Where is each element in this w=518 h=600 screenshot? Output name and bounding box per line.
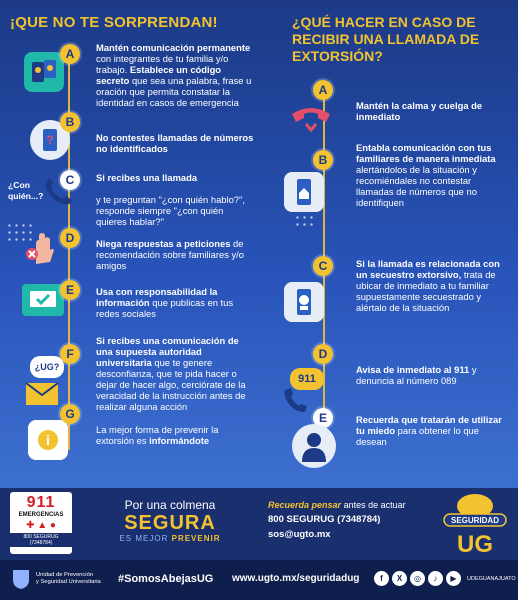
left-badge-d: D: [60, 228, 80, 248]
left-item-g-text: La mejor forma de prevenir la extorsión es informándote: [96, 424, 219, 446]
svg-text:?: ?: [46, 133, 54, 147]
right-item-a-text: Mantén la calma y cuelga de inmediato: [356, 100, 483, 122]
left-item-c-bubble: ¿Con quién...?: [8, 180, 44, 201]
social-handle: UDEGUANAJUATO: [467, 575, 516, 582]
left-badge-a: A: [60, 44, 80, 64]
svg-text:UG: UG: [457, 531, 493, 558]
right-item-b-text: Entabla comunicación con tus familiares de manera inmediata alertándolos de la situación y recomiéndales no contestar llamadas de números que no identifiquen: [356, 142, 496, 208]
sign-911: 911: [290, 368, 324, 390]
right-item-e-text: Recuerda que tratarán de utilizar tu miedo para obtener lo que desean: [356, 414, 502, 447]
unit-logo: Unidad de Prevención y Seguridad Universitaria: [10, 568, 101, 590]
right-item-c-text: Si la llamada es relacionada con un secuestro extorsivo, trata de ubicar de inmediato a tu familiar supuestamente secuestrado y alértalo de la situación: [356, 258, 500, 313]
slogan-line-3: ES MEJOR PREVENIR: [119, 534, 221, 543]
contact-email[interactable]: sos@ugto.mx: [268, 529, 331, 540]
svg-text:SEGURIDAD: SEGURIDAD: [450, 516, 500, 525]
hashtag: #SomosAbejasUG: [118, 573, 214, 585]
emergency-label: EMERGENCIAS: [18, 512, 64, 518]
slogan-line-1: Por una colmena: [124, 498, 216, 512]
right-badge-d: D: [313, 344, 333, 364]
right-badge-b: B: [313, 150, 333, 170]
seguridad-ug-seal: [440, 490, 510, 558]
bottom-bar: [0, 560, 518, 600]
emergency-sos: 800 SEGURUG (7348784): [10, 533, 72, 547]
phone-handset-icon: [280, 386, 314, 414]
tiktok-icon[interactable]: ♪: [428, 571, 443, 586]
right-title: ¿QUÉ HACER EN CASO DE RECIBIR UNA LLAMADA DE EXTORSIÓN?: [292, 14, 480, 64]
scared-person-icon: [292, 424, 336, 468]
emergency-number: 911: [26, 494, 56, 511]
x-icon[interactable]: X: [392, 571, 407, 586]
phone-kidnapped-icon: [284, 282, 324, 322]
slogan: [90, 498, 250, 543]
contact-reminder: Recuerda pensar antes de actuar: [268, 500, 406, 510]
hangup-phone-icon: [288, 98, 334, 134]
left-timeline: [68, 50, 70, 450]
left-item-d-text: Niega respuestas a peticiones de recomendación sobre familiares y/o amigos: [96, 238, 244, 271]
right-item-d-text: Avisa de inmediato al 911 y denuncia al número 089: [356, 364, 477, 386]
laptop-check-icon: [22, 284, 64, 316]
instagram-icon[interactable]: ◎: [410, 571, 425, 586]
hand-stop-icon: [22, 228, 62, 268]
left-item-e-text: Usa con responsabilidad la información que publicas en tus redes sociales: [96, 286, 234, 319]
svg-text:i: i: [46, 432, 50, 448]
website-link[interactable]: www.ugto.mx/seguridadug: [232, 573, 360, 584]
decor-dots: [294, 214, 314, 228]
left-badge-g: G: [60, 404, 80, 424]
left-item-b-text: No contestes llamadas de números no identificados: [96, 132, 254, 154]
slogan-line-2: SEGURA: [124, 512, 216, 534]
left-badge-c: C: [60, 170, 80, 190]
right-badge-c: C: [313, 256, 333, 276]
right-badge-e: E: [313, 408, 333, 428]
phone-home-icon: [284, 172, 324, 212]
social-links: [374, 571, 516, 586]
info-monitor-icon: [28, 420, 68, 460]
ug-shield-icon: [10, 568, 32, 590]
left-title: ¡QUE NO TE SORPRENDAN!: [10, 14, 218, 31]
contact-phone[interactable]: 800 SEGURUG (7348784): [268, 514, 381, 525]
left-badge-f: F: [60, 344, 80, 364]
right-badge-a: A: [313, 80, 333, 100]
envelope-icon: [22, 372, 62, 412]
left-item-f-text: Si recibes una comunicación de una supuesta autoridad universitaria que te genere desconfianza, que te pida hacer o dejar de hacer algo, cerciórate de la veracidad de la instrucción antes de realizar alguna acción: [96, 335, 246, 412]
emergency-card: [10, 492, 72, 554]
left-item-f-bubble: ¿UG?: [30, 356, 64, 378]
left-badge-e: E: [60, 280, 80, 300]
left-item-c-text: Si recibes una llamada y te preguntan "¿con quién hablo?", responde siempre "¿con quién quieres hablar?": [96, 172, 245, 227]
phones-chat-icon: [24, 52, 64, 92]
contact-block: [268, 500, 438, 540]
left-item-a-text: Mantén comunicación permanente con integrantes de tu familia y/o trabajo. Establece un código secreto que sea una palabra, frase u oración que permita constatar la identidad en casos de emergencia: [96, 42, 252, 108]
facebook-icon[interactable]: f: [374, 571, 389, 586]
youtube-icon[interactable]: ▶: [446, 571, 461, 586]
left-badge-b: B: [60, 112, 80, 132]
medical-cross-icon: ✚ ▲ ●: [26, 520, 56, 531]
